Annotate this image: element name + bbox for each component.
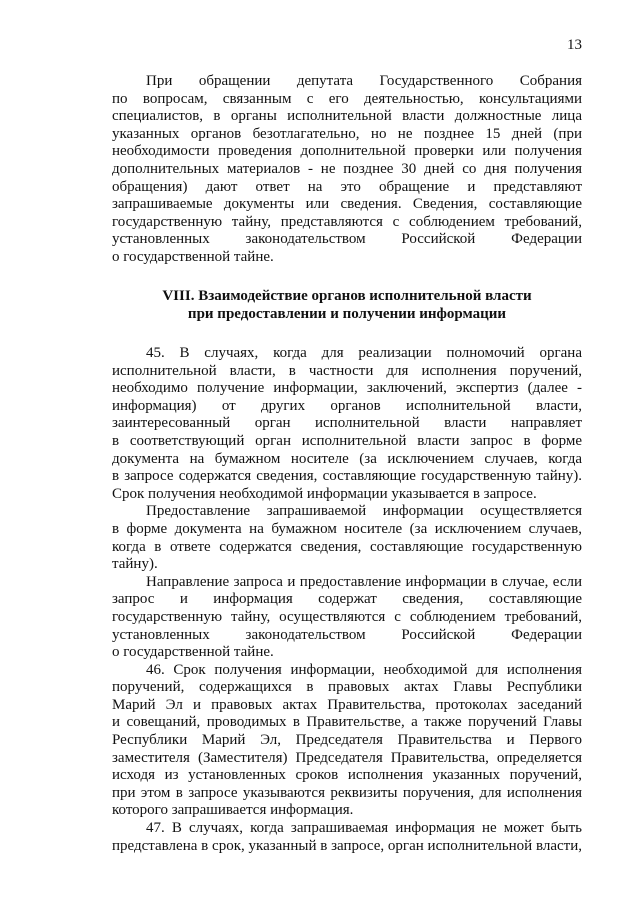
text-line: При обращении депутата Государственного Собрания — [146, 73, 582, 89]
text-line: запрашиваемые документы или сведения. Сведения, составляющие — [112, 196, 582, 213]
text-line: по вопросам, связанным с его деятельностью, консультациями — [112, 90, 582, 107]
text-line: и совещаний, проводимых в Правительстве, а также поручений Главы — [112, 714, 582, 731]
text-line: Предоставление запрашиваемой информации осуществляется — [146, 503, 582, 520]
text-line: о государственной тайне. — [112, 644, 274, 661]
text-line: в запросе содержатся сведения, составляющие государственную тайну). — [112, 468, 582, 485]
text-line: указанных органов безотлагательно, но не позднее 15 дней (при — [112, 125, 582, 142]
text-line: которого запрашивается информация. — [112, 802, 354, 819]
text-line: необходимости проведения дополнительной проверки или получения — [112, 143, 582, 160]
paragraph-47-line: 47. В случаях, когда запрашиваемая информация не может быть — [146, 820, 582, 837]
text-line: Срок получения необходимой информации указывается в запросе. — [112, 485, 537, 502]
text-line: установленных законодательством Российской Федерации — [112, 231, 582, 248]
paragraph-46-line: 46. Срок получения информации, необходимой для исполнения — [146, 661, 582, 678]
text-line: Марий Эл и правовых актах Правительства, протоколах заседаний — [112, 696, 582, 713]
text-line: документа на бумажном носителе (за исключением случаев, когда — [112, 450, 582, 467]
text-line: в форме документа на бумажном носителе (за исключением случаев, — [112, 520, 582, 537]
text-line: исполнительной власти, в частности для исполнения поручений, — [112, 362, 582, 379]
text-line: специалистов, в органы исполнительной власти должностные лица — [112, 108, 582, 125]
page-number: 13 — [567, 37, 582, 53]
text-line: Республики Марий Эл, Председателя Правительства и Первого — [112, 732, 582, 749]
paragraph-45-line: 45. В случаях, когда для реализации полномочий органа — [146, 345, 582, 361]
text-line: когда в ответе содержатся сведения, составляющие государственную — [112, 538, 582, 555]
text-line: о государственной тайне. — [112, 248, 274, 265]
section-heading-line: при предоставлении и получении информации — [187, 306, 507, 322]
text-line: поручений, содержащихся в правовых актах Главы Республики — [112, 679, 582, 696]
paragraph-deputy-appeal — [112, 73, 582, 267]
main-body — [112, 345, 582, 855]
text-line: заместителя (Заместителя) Председателя Правительства, определяется — [112, 749, 582, 766]
text-line: заинтересованный орган исполнительной власти направляет — [112, 415, 582, 432]
text-line: необходимо получение информации, заключений, экспертиз (далее - — [112, 380, 582, 397]
section-heading — [112, 287, 582, 323]
text-line: государственную тайну, осуществляются с соблюдением требований, — [112, 608, 582, 625]
text-line: представлена в срок, указанный в запросе, орган исполнительной власти, — [112, 837, 582, 854]
text-line: информация) от других органов исполнительной власти, — [112, 397, 582, 414]
text-line: при этом в запросе указываются реквизиты поручения, для исполнения — [112, 784, 582, 801]
text-line: тайну). — [112, 556, 158, 573]
text-line: обращения) дают ответ на это обращение и представляют — [112, 178, 582, 195]
text-line: запрос и информация содержат сведения, составляющие — [112, 591, 582, 608]
section-heading-line: VIII. Взаимодействие органов исполнительной власти — [162, 288, 532, 304]
text-line: установленных законодательством Российской Федерации — [112, 626, 582, 643]
text-line: в соответствующий орган исполнительной власти запрос в форме — [112, 432, 582, 449]
text-line: исходя из установленных сроков исполнения указанных поручений, — [112, 767, 582, 784]
text-line: дополнительных материалов - не позднее 30 дней со дня получения — [112, 160, 582, 177]
text-line: Направление запроса и предоставление информации в случае, если — [146, 573, 582, 590]
text-line: государственную тайну, представляются с соблюдением требований, — [112, 213, 582, 230]
